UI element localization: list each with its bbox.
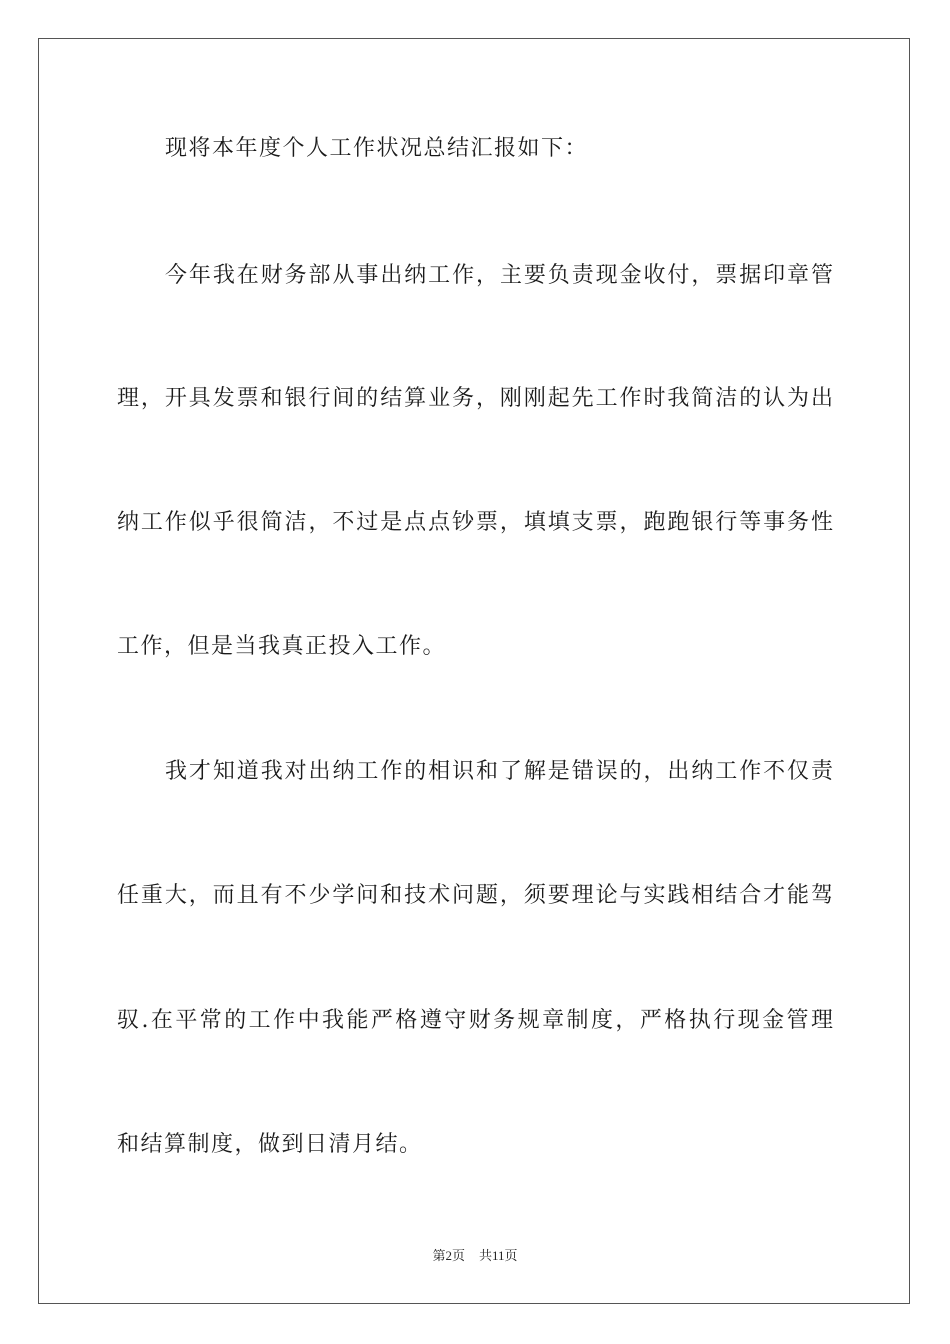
page-number: 第2页 — [432, 1248, 465, 1263]
page-footer — [0, 1247, 950, 1265]
paragraph-line: 任重大，而且有不少学问和技术问题，须要理论与实践相结合才能驾 — [117, 883, 833, 908]
paragraph-line: 纳工作似乎很简洁，不过是点点钞票，填填支票，跑跑银行等事务性 — [117, 510, 833, 535]
page-total: 共11页 — [478, 1248, 518, 1263]
paragraph-line: 和结算制度，做到日清月结。 — [117, 1132, 423, 1157]
paragraph-line: 驭.在平常的工作中我能严格遵守财务规章制度，严格执行现金管理 — [117, 1008, 833, 1033]
paragraph-line: 今年我在财务部从事出纳工作，主要负责现金收付，票据印章管 — [165, 263, 833, 288]
paragraph-line: 现将本年度个人工作状况总结汇报如下： — [165, 136, 589, 161]
paragraph-line: 我才知道我对出纳工作的相识和了解是错误的，出纳工作不仅责 — [165, 759, 833, 784]
paragraph-line: 工作，但是当我真正投入工作。 — [117, 634, 447, 659]
page-border — [38, 38, 910, 1304]
paragraph-line: 理，开具发票和银行间的结算业务，刚刚起先工作时我简洁的认为出 — [117, 386, 833, 411]
